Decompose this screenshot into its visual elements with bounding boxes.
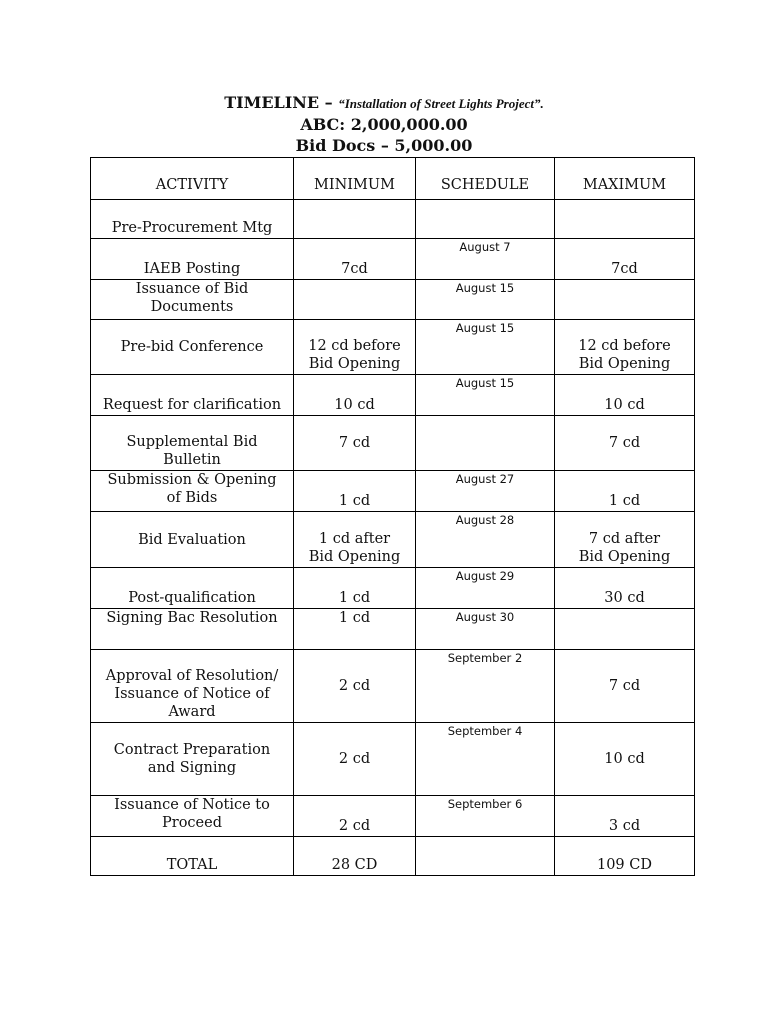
table-row (91, 512, 695, 568)
activity-cell-text: Award (168, 704, 216, 720)
schedule-date: August 15 (455, 376, 515, 390)
maximum-cell-text: 30 cd (604, 590, 645, 606)
table-row (91, 200, 695, 239)
table-row (91, 239, 695, 280)
table-row (91, 796, 695, 837)
abc-amount: ABC: 2,000,000.00 (300, 115, 468, 134)
schedule-cell (416, 568, 555, 609)
minimum-cell (294, 723, 416, 796)
activity-cell-text: Submission & Opening (107, 472, 277, 488)
table-row (91, 471, 695, 512)
maximum-cell (555, 837, 695, 876)
activity-cell-text: Approval of Resolution/ (105, 668, 279, 684)
maximum-cell-text: 10 cd (604, 397, 645, 413)
activity-cell (91, 375, 294, 416)
schedule-cell (416, 239, 555, 280)
maximum-cell-text: 7 cd after (588, 531, 661, 547)
activity-cell (91, 512, 294, 568)
activity-cell-text: Pre-Procurement Mtg (111, 220, 273, 236)
activity-cell-text: Signing Bac Resolution (106, 610, 278, 626)
minimum-cell-text: 1 cd (338, 610, 371, 626)
activity-cell (91, 239, 294, 280)
minimum-cell-text: 1 cd (338, 590, 371, 606)
minimum-cell (294, 471, 416, 512)
maximum-cell (555, 512, 695, 568)
column-header-minimum: MINIMUM (294, 158, 416, 200)
minimum-cell (294, 239, 416, 280)
document-header (0, 92, 768, 156)
activity-cell-text: Issuance of Bid (135, 281, 249, 297)
schedule-date: August 27 (455, 472, 515, 486)
schedule-date: September 4 (447, 724, 523, 738)
maximum-cell (555, 200, 695, 239)
minimum-cell-text: Bid Opening (308, 549, 401, 565)
minimum-cell (294, 320, 416, 375)
minimum-cell-text: 1 cd after (318, 531, 391, 547)
schedule-date: August 15 (455, 321, 515, 335)
bid-docs-amount: Bid Docs – 5,000.00 (295, 136, 473, 155)
minimum-cell-text: Bid Opening (308, 356, 401, 372)
maximum-cell (555, 239, 695, 280)
schedule-cell (416, 280, 555, 320)
minimum-cell-text: 10 cd (334, 397, 375, 413)
schedule-date: September 6 (447, 797, 523, 811)
activity-cell-text: Request for clarification (102, 397, 282, 413)
table-row (91, 609, 695, 650)
schedule-date: August 29 (455, 569, 515, 583)
maximum-cell (555, 280, 695, 320)
schedule-cell (416, 796, 555, 837)
activity-cell (91, 320, 294, 375)
minimum-cell (294, 650, 416, 723)
maximum-cell (555, 471, 695, 512)
table-row (91, 416, 695, 471)
schedule-date: August 30 (455, 610, 515, 624)
activity-cell-text: Post-qualification (128, 590, 256, 606)
minimum-cell-text: 12 cd before (308, 338, 401, 354)
project-name: “Installation of Street Lights Project”. (338, 96, 544, 111)
schedule-cell (416, 471, 555, 512)
schedule-date: August 15 (455, 281, 515, 295)
maximum-cell-text: 10 cd (604, 751, 645, 767)
maximum-cell-text: 7cd (611, 261, 638, 277)
maximum-cell-text: 12 cd before (578, 338, 671, 354)
maximum-cell-text: 7 cd (608, 435, 641, 451)
activity-cell (91, 416, 294, 471)
activity-cell (91, 723, 294, 796)
minimum-cell-text: 7 cd (338, 435, 371, 451)
activity-cell (91, 568, 294, 609)
activity-cell-text: Issuance of Notice of (114, 686, 270, 702)
minimum-cell (294, 568, 416, 609)
table-row (91, 568, 695, 609)
minimum-cell-text: 2 cd (338, 818, 371, 834)
table-row (91, 320, 695, 375)
column-header-maximum: MAXIMUM (555, 158, 695, 200)
table-row (91, 375, 695, 416)
activity-cell (91, 200, 294, 239)
minimum-cell (294, 609, 416, 650)
activity-cell (91, 609, 294, 650)
activity-cell-text: Issuance of Notice to (114, 797, 270, 813)
activity-cell (91, 280, 294, 320)
column-header-schedule: SCHEDULE (416, 158, 555, 200)
minimum-cell (294, 200, 416, 239)
table-body (91, 200, 695, 876)
table-row (91, 723, 695, 796)
column-header-activity: ACTIVITY (91, 158, 294, 200)
maximum-cell (555, 416, 695, 471)
schedule-cell (416, 512, 555, 568)
schedule-cell (416, 650, 555, 723)
minimum-cell-text: 1 cd (338, 493, 371, 509)
minimum-cell (294, 416, 416, 471)
activity-cell-text: Bulletin (163, 452, 221, 468)
title-line (0, 92, 768, 114)
document-title: TIMELINE – (224, 93, 339, 112)
activity-cell (91, 471, 294, 512)
minimum-cell (294, 280, 416, 320)
schedule-cell (416, 200, 555, 239)
table-header-row (91, 158, 695, 200)
schedule-cell (416, 416, 555, 471)
table-row (91, 837, 695, 876)
activity-cell-text: Proceed (162, 815, 222, 831)
timeline-table (90, 157, 695, 876)
activity-cell-text: IAEB Posting (143, 261, 241, 277)
table-row (91, 650, 695, 723)
minimum-cell-text: 2 cd (338, 678, 371, 694)
maximum-cell-text: Bid Opening (578, 549, 671, 565)
activity-cell-text: and Signing (147, 760, 237, 776)
maximum-cell-text: 3 cd (608, 818, 641, 834)
minimum-cell-text: 2 cd (338, 751, 371, 767)
schedule-cell (416, 375, 555, 416)
maximum-cell (555, 650, 695, 723)
maximum-cell (555, 568, 695, 609)
activity-cell-text: of Bids (166, 490, 218, 506)
maximum-cell (555, 375, 695, 416)
schedule-date: September 2 (447, 651, 523, 665)
maximum-cell-text: 109 CD (596, 857, 652, 873)
schedule-cell (416, 609, 555, 650)
maximum-cell (555, 609, 695, 650)
table-row (91, 280, 695, 320)
activity-cell-text: Documents (150, 299, 234, 315)
minimum-cell (294, 512, 416, 568)
activity-cell (91, 837, 294, 876)
maximum-cell (555, 320, 695, 375)
schedule-cell (416, 837, 555, 876)
minimum-cell (294, 837, 416, 876)
minimum-cell (294, 375, 416, 416)
maximum-cell (555, 723, 695, 796)
activity-cell (91, 796, 294, 837)
minimum-cell-text: 7cd (341, 261, 368, 277)
activity-cell-text: Supplemental Bid (126, 434, 258, 450)
minimum-cell (294, 796, 416, 837)
maximum-cell-text: 1 cd (608, 493, 641, 509)
activity-cell-text: Contract Preparation (113, 742, 271, 758)
schedule-date: August 28 (455, 513, 515, 527)
activity-cell-text: Pre-bid Conference (120, 339, 264, 355)
schedule-date: August 7 (459, 240, 511, 254)
schedule-cell (416, 320, 555, 375)
minimum-cell-text: 28 CD (331, 857, 378, 873)
maximum-cell (555, 796, 695, 837)
activity-cell (91, 650, 294, 723)
maximum-cell-text: Bid Opening (578, 356, 671, 372)
activity-cell-text: TOTAL (166, 857, 218, 873)
activity-cell-text: Bid Evaluation (138, 531, 246, 548)
maximum-cell-text: 7 cd (608, 678, 641, 694)
schedule-cell (416, 723, 555, 796)
